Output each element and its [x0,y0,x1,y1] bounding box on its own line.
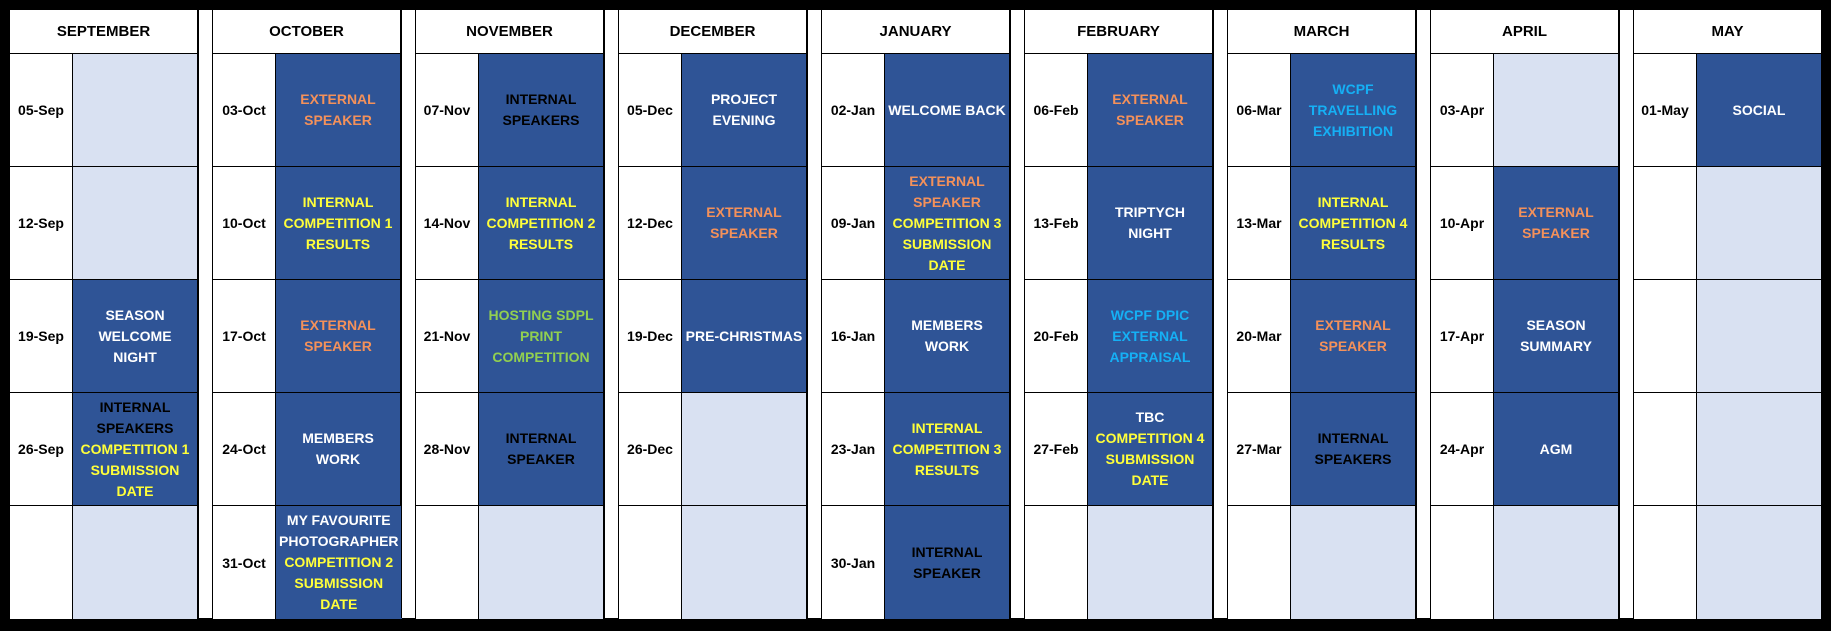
event-text-line: PRINT [520,327,562,344]
event-cell [1088,54,1212,166]
calendar-row [213,167,400,280]
event-cell [479,54,603,166]
event-text-line: SPEAKER [304,338,372,354]
date-cell: 20-Feb [1025,280,1088,392]
calendar-row [416,280,603,393]
event-text-line: APPRAISAL [1109,348,1191,365]
calendar-row [1634,54,1821,167]
calendar-row [822,167,1009,280]
event-text-line: WCPF [1332,80,1374,97]
event-cell [682,54,806,166]
date-cell: 01-May [1634,54,1697,166]
date-cell [416,506,479,619]
event-text-line: SPEAKER [913,193,981,210]
event-text-line: SPEAKER [1319,338,1387,354]
event-text-line: EXTERNAL [909,172,985,189]
column-spacer [1213,10,1228,618]
date-cell [1634,393,1697,505]
event-text-line: COMPETITION 2 [284,554,394,570]
month-header: FEBRUARY [1025,10,1212,54]
calendar-row [822,280,1009,393]
event-cell [73,506,197,619]
date-cell: 27-Feb [1025,393,1088,505]
calendar-row [1431,167,1618,280]
date-cell: 21-Nov [416,280,479,392]
calendar-row [1431,54,1618,167]
date-cell: 24-Apr [1431,393,1494,505]
date-cell: 09-Jan [822,167,885,279]
event-text-line: PROJECT [710,91,778,107]
event-cell [885,280,1009,392]
event-cell [1494,506,1618,619]
calendar-row [619,506,806,619]
date-cell: 17-Oct [213,280,276,392]
event-text-line: TRAVELLING [1308,101,1398,118]
event-cell [1494,167,1618,279]
event-text-line: SUBMISSION [90,461,180,478]
event-text-line: COMPETITION 3 [892,214,1002,231]
month-column-november [416,10,604,618]
event-text-line: RESULTS [914,461,980,478]
event-text-line: INTERNAL [911,543,983,560]
calendar-row [1634,506,1821,619]
event-cell [1494,393,1618,505]
event-text-line: INTERNAL [1317,430,1389,446]
month-column-may [1634,10,1822,618]
event-cell [1291,393,1415,505]
event-text-line: MEMBERS [911,317,983,333]
date-cell: 26-Sep [10,393,73,505]
month-column-december [619,10,807,618]
event-text-line: INTERNAL [1317,193,1389,210]
column-spacer [198,10,213,618]
event-text-line: SPEAKERS [96,419,174,436]
event-cell [885,167,1009,279]
date-cell [10,506,73,619]
calendar-row [416,393,603,506]
event-text-line: EXTERNAL [1112,91,1188,107]
date-cell: 03-Oct [213,54,276,166]
event-text-line: SUBMISSION [294,575,384,591]
calendar-row [416,167,603,280]
date-cell: 19-Sep [10,280,73,392]
event-cell [73,280,197,392]
event-text-line: PHOTOGRAPHER [279,533,399,549]
calendar-row [822,54,1009,167]
event-text-line: SPEAKER [304,112,372,128]
column-spacer [401,10,416,618]
date-cell [619,506,682,619]
event-cell [1697,506,1821,619]
column-spacer [1619,10,1634,618]
event-text-line: COMPETITION 1 [80,440,190,457]
calendar-row [822,393,1009,506]
event-cell [1291,167,1415,279]
event-cell [885,393,1009,505]
month-header: SEPTEMBER [10,10,197,54]
month-column-april [1431,10,1619,618]
column-spacer [807,10,822,618]
event-text-line: INTERNAL [505,430,577,446]
event-text-line: WELCOME BACK [888,101,1006,118]
event-text-line: RESULTS [508,235,574,252]
date-cell [1634,280,1697,392]
event-cell [682,393,806,505]
event-text-line: DATE [320,596,358,612]
date-cell: 20-Mar [1228,280,1291,392]
month-header: OCTOBER [213,10,400,54]
date-cell: 31-Oct [213,506,276,619]
calendar-row [1025,506,1212,619]
date-cell: 07-Nov [416,54,479,166]
event-cell [479,167,603,279]
event-cell [1291,280,1415,392]
date-cell [1634,167,1697,279]
event-cell [276,167,400,279]
calendar-row [822,506,1009,619]
calendar-row [1634,280,1821,393]
event-cell [885,506,1009,619]
event-text-line: EXTERNAL [1112,327,1188,344]
date-cell: 28-Nov [416,393,479,505]
event-text-line: WORK [924,338,970,354]
date-cell: 14-Nov [416,167,479,279]
event-cell [1088,393,1212,505]
date-cell: 12-Sep [10,167,73,279]
event-cell [276,54,400,166]
event-cell [73,393,197,505]
calendar-row [213,506,400,619]
event-text-line: WELCOME [98,327,172,344]
month-header: MARCH [1228,10,1415,54]
event-cell [682,167,806,279]
calendar-row [1228,280,1415,393]
event-text-line: EXTERNAL [706,204,782,220]
event-text-line: SPEAKER [1116,112,1184,128]
month-column-october [213,10,401,618]
event-text-line: SPEAKERS [1314,451,1392,467]
event-text-line: NIGHT [113,348,157,365]
event-text-line: COMPETITION 4 [1095,430,1205,446]
month-header: JANUARY [822,10,1009,54]
date-cell [1025,506,1088,619]
event-text-line: AGM [1539,440,1573,457]
calendar-row [1025,167,1212,280]
calendar-row [1634,167,1821,280]
event-text-line: SUBMISSION [902,235,992,252]
calendar-row [1228,167,1415,280]
date-cell: 05-Dec [619,54,682,166]
date-cell: 24-Oct [213,393,276,505]
event-text-line: EXTERNAL [300,91,376,107]
event-text-line: WORK [315,451,361,467]
event-text-line: SEASON [105,306,165,323]
event-text-line: EXTERNAL [300,317,376,333]
calendar-row [10,54,197,167]
date-cell: 12-Dec [619,167,682,279]
date-cell: 30-Jan [822,506,885,619]
event-cell [276,506,402,619]
event-text-line: DATE [1131,472,1169,488]
event-cell [73,54,197,166]
event-text-line: DATE [116,482,154,499]
event-cell [276,393,400,505]
event-cell [1291,54,1415,166]
date-cell: 10-Apr [1431,167,1494,279]
month-column-september [10,10,198,618]
calendar-row [619,54,806,167]
event-cell [1291,506,1415,619]
event-cell [1088,506,1212,619]
event-text-line: INTERNAL [505,91,577,107]
event-text-line: EXHIBITION [1312,122,1394,139]
event-text-line: SUMMARY [1520,338,1592,354]
event-text-line: COMPETITION 1 [283,214,393,231]
calendar-row [1228,393,1415,506]
date-cell: 10-Oct [213,167,276,279]
calendar-row [1025,393,1212,506]
event-text-line: EXTERNAL [1518,204,1594,220]
event-text-line: COMPETITION 2 [486,214,596,231]
event-cell [479,393,603,505]
event-cell [1697,393,1821,505]
calendar-row [10,280,197,393]
event-text-line: SOCIAL [1732,101,1786,118]
column-spacer [1010,10,1025,618]
calendar-row [1431,506,1618,619]
calendar-row [1634,393,1821,506]
event-cell [479,506,603,619]
date-cell: 06-Feb [1025,54,1088,166]
month-column-january [822,10,1010,618]
calendar-row [10,506,197,619]
date-cell: 19-Dec [619,280,682,392]
month-header: DECEMBER [619,10,806,54]
event-text-line: RESULTS [305,235,371,252]
event-text-line: EVENING [712,112,776,128]
date-cell: 27-Mar [1228,393,1291,505]
event-text-line: NIGHT [1128,225,1172,241]
date-cell [1634,506,1697,619]
calendar-row [10,167,197,280]
month-column-march [1228,10,1416,618]
calendar-row [1228,506,1415,619]
event-text-line: COMPETITION 3 [892,440,1002,457]
event-text-line: INTERNAL [302,193,374,210]
calendar-row [619,280,806,393]
calendar-row [1431,393,1618,506]
event-cell [1088,280,1212,392]
date-cell: 16-Jan [822,280,885,392]
calendar-row [1431,280,1618,393]
event-cell [885,54,1009,166]
season-calendar-grid [10,10,1826,618]
event-cell [1697,54,1821,166]
event-text-line: HOSTING SDPL [488,306,594,323]
date-cell [1228,506,1291,619]
event-text-line: SPEAKER [507,451,575,467]
event-text-line: COMPETITION [492,348,590,365]
month-column-february [1025,10,1213,618]
event-text-line: SUBMISSION [1105,451,1195,467]
date-cell: 06-Mar [1228,54,1291,166]
calendar-row [1025,280,1212,393]
event-text-line: WCPF DPIC [1110,306,1190,323]
event-cell [1697,167,1821,279]
calendar-row [416,54,603,167]
calendar-row [619,393,806,506]
event-text-line: PRE-CHRISTMAS [685,327,803,344]
event-cell [73,167,197,279]
date-cell: 23-Jan [822,393,885,505]
event-text-line: INTERNAL [911,419,983,436]
calendar-row [10,393,197,506]
event-text-line: TBC [1135,409,1165,425]
event-text-line: SEASON [1526,317,1586,333]
event-text-line: INTERNAL [99,398,171,415]
event-text-line: TRIPTYCH [1115,204,1185,220]
calendar-row [213,280,400,393]
month-header: APRIL [1431,10,1618,54]
event-cell [682,506,806,619]
event-cell [479,280,603,392]
date-cell: 02-Jan [822,54,885,166]
event-text-line: SPEAKERS [502,112,580,128]
event-text-line: INTERNAL [505,193,577,210]
event-cell [1494,280,1618,392]
event-text-line: COMPETITION 4 [1298,214,1408,231]
calendar-row [1025,54,1212,167]
event-text-line: SPEAKER [913,564,981,581]
date-cell: 26-Dec [619,393,682,505]
event-cell [682,280,806,392]
calendar-row [619,167,806,280]
event-cell [1088,167,1212,279]
event-text-line: MEMBERS [302,430,374,446]
calendar-row [213,393,400,506]
event-cell [276,280,400,392]
column-spacer [604,10,619,618]
date-cell: 17-Apr [1431,280,1494,392]
date-cell: 13-Mar [1228,167,1291,279]
event-text-line: MY FAVOURITE [286,512,391,528]
calendar-row [1228,54,1415,167]
month-header: MAY [1634,10,1821,54]
event-text-line: DATE [928,256,966,273]
calendar-row [213,54,400,167]
date-cell [1431,506,1494,619]
event-text-line: SPEAKER [710,225,778,241]
date-cell: 03-Apr [1431,54,1494,166]
column-spacer [1416,10,1431,618]
event-text-line: RESULTS [1320,235,1386,252]
event-text-line: SPEAKER [1522,225,1590,241]
event-cell [1494,54,1618,166]
calendar-row [416,506,603,619]
month-header: NOVEMBER [416,10,603,54]
event-cell [1697,280,1821,392]
event-text-line: EXTERNAL [1315,317,1391,333]
date-cell: 13-Feb [1025,167,1088,279]
date-cell: 05-Sep [10,54,73,166]
